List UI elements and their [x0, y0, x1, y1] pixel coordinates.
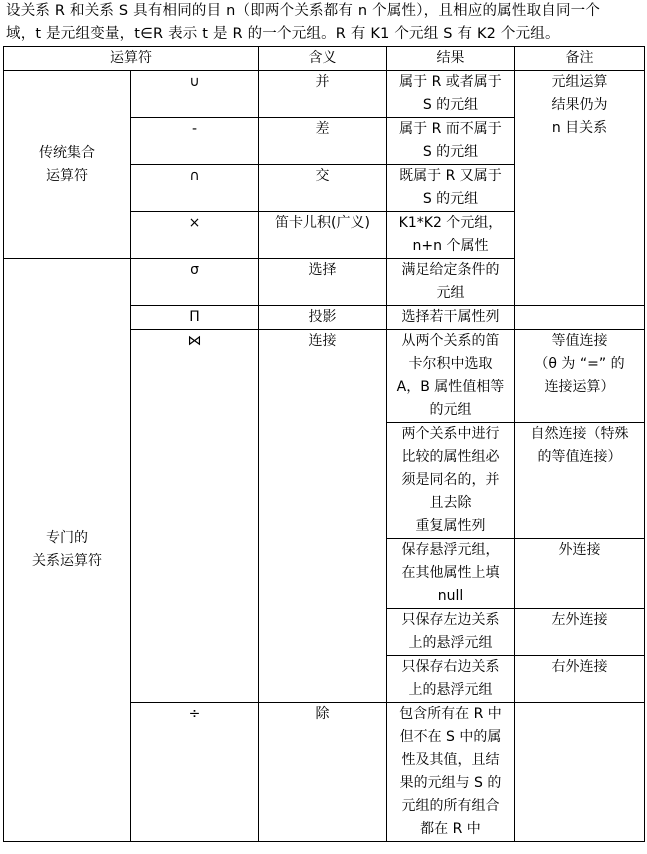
result-line: 上的悬浮元组	[408, 682, 493, 698]
result-line: 果的元组与 S 的	[399, 775, 502, 791]
operator-result	[387, 212, 515, 259]
result-line: 但不在 S 中的属	[399, 729, 502, 745]
header-operator: 运算符	[4, 47, 259, 71]
operator-symbol: ∪	[131, 71, 259, 118]
note-traditional	[515, 71, 645, 306]
note-line: 自然连接（特殊	[530, 426, 629, 442]
result-line: 都在 R 中	[420, 821, 481, 837]
note-empty	[515, 703, 645, 842]
operator-meaning: 笛卡儿积(广义)	[259, 212, 387, 259]
result-line: 只保存右边关系	[401, 659, 500, 675]
operator-note: 外连接	[515, 539, 645, 609]
operator-result	[387, 539, 515, 609]
note-line: 等值连接	[551, 333, 608, 349]
operator-symbol: ÷	[131, 703, 259, 842]
group-traditional	[4, 71, 131, 259]
result-line: 属于 R 而不属于	[399, 121, 502, 137]
note-line: 的等值连接）	[537, 449, 622, 465]
result-line: 从两个关系的笛	[401, 333, 500, 349]
operator-result	[387, 259, 515, 306]
result-line: 包含所有在 R 中	[399, 706, 502, 722]
operator-result	[387, 609, 515, 656]
operator-result	[387, 703, 515, 842]
operator-note: 右外连接	[515, 656, 645, 703]
operator-meaning: 并	[259, 71, 387, 118]
result-line: 两个关系中进行	[401, 426, 500, 442]
relational-operators-table	[3, 46, 645, 842]
result-line: 卡尔积中选取	[408, 356, 493, 372]
operator-note	[515, 330, 645, 423]
result-line: 只保存左边关系	[401, 612, 500, 628]
note-line: n 目关系	[551, 120, 608, 136]
operator-result	[387, 71, 515, 118]
operator-result	[387, 423, 515, 539]
result-line: S 的元组	[422, 191, 479, 207]
operator-result	[387, 118, 515, 165]
note-line: 连接运算）	[544, 379, 615, 395]
operator-symbol: -	[131, 118, 259, 165]
operator-result	[387, 330, 515, 423]
result-line: 比较的属性组必	[401, 449, 500, 465]
group-label: 运算符	[46, 167, 88, 184]
operator-symbol: ∩	[131, 165, 259, 212]
result-line: A，B 属性值相等	[396, 379, 505, 395]
result-line: 属于 R 或者属于	[399, 74, 502, 90]
operator-result	[387, 165, 515, 212]
group-special	[4, 259, 131, 842]
intro-line: 域，t 是元组变量，t∈R 表示 t 是 R 的一个元组。R 有 K1 个元组 S 有 K2 个元组。	[6, 26, 560, 42]
note-empty	[515, 306, 645, 330]
result-line: K1*K2 个元组，	[398, 215, 503, 231]
result-line: null	[437, 588, 464, 604]
group-label: 专门的	[46, 530, 88, 546]
header-result: 结果	[387, 47, 515, 71]
result-line: 元组	[436, 285, 465, 301]
result-line: 重复属性列	[415, 518, 486, 534]
table-header-row	[4, 47, 645, 71]
operator-meaning: 选择	[259, 259, 387, 306]
operator-meaning: 投影	[259, 306, 387, 330]
result-line: 在其他属性上填	[401, 565, 500, 581]
operator-symbol: ×	[131, 212, 259, 259]
result-line: 既属于 R 又属于	[399, 168, 502, 184]
operator-symbol: Π	[131, 306, 259, 330]
result-line: 满足给定条件的	[401, 262, 500, 278]
intro-paragraph	[6, 0, 642, 46]
result-line: 保存悬浮元组，	[401, 542, 500, 558]
result-line: n+n 个属性	[412, 238, 489, 254]
operator-note: 左外连接	[515, 609, 645, 656]
operator-result: 选择若干属性列	[387, 306, 515, 330]
operator-symbol: ⋈	[131, 330, 259, 703]
result-line: 须是同名的，并	[401, 472, 500, 488]
intro-line: 设关系 R 和关系 S 具有相同的目 n（即两个关系都有 n 个属性），且相应的属性取自同一个	[6, 3, 601, 19]
note-line: （θ 为 “=” 的	[534, 356, 625, 372]
result-line: 上的悬浮元组	[408, 635, 493, 651]
header-note: 备注	[515, 47, 645, 71]
header-meaning: 含义	[259, 47, 387, 71]
operator-note	[515, 423, 645, 539]
group-label: 传统集合	[39, 144, 95, 161]
result-line: S 的元组	[422, 144, 479, 160]
table-row	[4, 71, 645, 118]
operator-meaning: 除	[259, 703, 387, 842]
group-label: 关系运算符	[32, 553, 102, 569]
result-line: 且去除	[429, 495, 472, 511]
operator-meaning: 差	[259, 118, 387, 165]
operator-meaning: 连接	[259, 330, 387, 703]
note-line: 结果仍为	[551, 97, 608, 113]
result-line: 元组的所有组合	[401, 798, 500, 814]
operator-symbol: σ	[131, 259, 259, 306]
result-line: 性及其值，且结	[401, 752, 500, 768]
result-line: S 的元组	[422, 97, 479, 113]
note-line: 元组运算	[551, 74, 608, 90]
result-line: 的元组	[429, 402, 472, 418]
operator-result	[387, 656, 515, 703]
operator-meaning: 交	[259, 165, 387, 212]
